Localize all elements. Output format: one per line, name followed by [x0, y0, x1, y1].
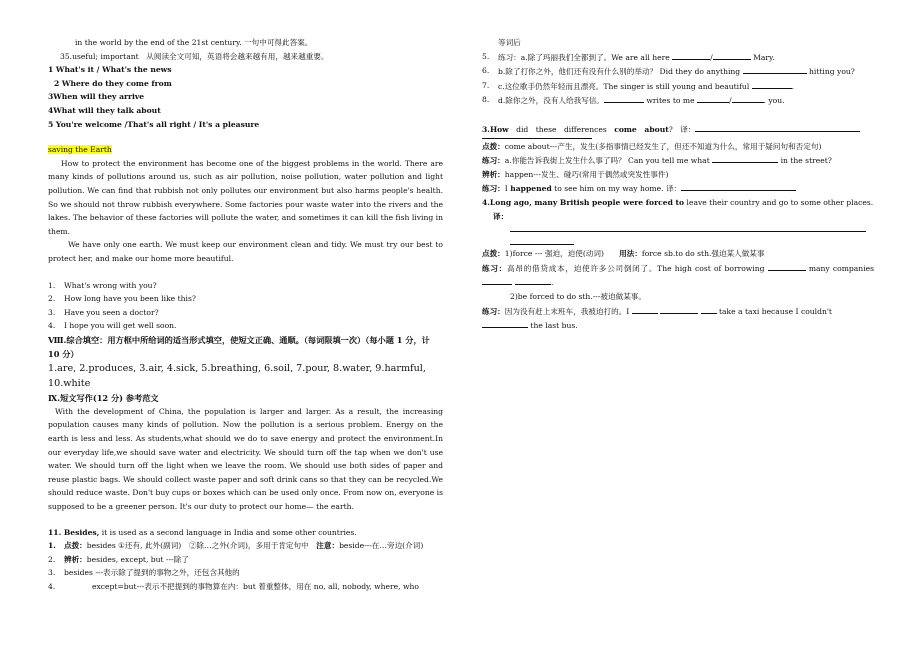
blank-line — [482, 275, 512, 285]
blank-line — [712, 153, 778, 163]
answer-5: 5 You're welcome /That's all right / It's a pleasure — [48, 119, 260, 129]
note-item: 1. 点拨：besides ①还有, 此外(副词) ②除…之外(介词)，多用于肯定句中 注意：beside---在…旁边(介词) — [48, 541, 424, 551]
note-item: 4. except=but---表示不把提到的事物算在内：but 着重整体，用在 no, all, nobody, where, who — [48, 582, 419, 591]
passage-paragraph-1: How to protect the environment has become one of the biggest problems in the world. There are many kinds of pollutions around us, such as air pollution, noise pollution, water pollution and light pollution. We can find that rubbish not only pollutes our environment but also harms people's health. So we should not throw rubbish everywhere. Some factories pour waste water into the rivers and the lakes. The behavior of these factories will pollute the water, and sometimes it can kill the fish living in them. — [48, 158, 443, 236]
note-item: 2. 辨析：besides, except, but ---除了 — [48, 554, 189, 564]
blank-line — [632, 304, 658, 314]
blank-line — [713, 50, 751, 60]
blank-line — [681, 181, 796, 191]
blank-line — [768, 261, 806, 271]
question-3: 3.How did these differences come about? 译： — [482, 122, 874, 137]
question-item: 4. I hope you will get well soon. — [48, 321, 177, 331]
blank-line — [660, 304, 698, 314]
blank-line — [482, 138, 592, 139]
continued-text: 等词后 — [498, 38, 521, 47]
practice-item: 8. d.除你之外，没有人给我写信。 writes to me / . you. — [482, 95, 785, 106]
answer-4: 4What will they talk about — [48, 105, 161, 115]
answer-3: 3When will they arrive — [48, 92, 145, 102]
left-column — [48, 0, 443, 594]
blank-line — [672, 50, 710, 60]
tip-be-forced: 2)be forced to do sth.---被迫做某事。 — [510, 291, 646, 301]
model-essay: With the development of China, the population is larger and larger. As a result, the increasing population causes many kinds of pollution. Now the pollution is a serious problem. Energy on the earth is less and less. As students,what should we do to save energy and protect the environment.In our everyday life,we should save water and electricity. We should turn off the tap when we don't use water. We should turn off the light when we leave the room. We should use both sides of paper and reuse plastic bags. We should collect waste paper and soft drink cans so that they can be recycled.We should reduce waste. Don't buy cups or boxes which can be used only once. From now on, everyone is supposed to be a greener person. It's our duty to protect our home— the earth. — [48, 406, 443, 512]
right-column — [482, 0, 874, 333]
question-item: 2. How long have you been like this? — [48, 294, 196, 304]
exercise-taxi-end: the last bus. — [482, 318, 874, 333]
blank-line — [695, 122, 860, 132]
practice-item: 5. 练习：a.除了玛丽我们全都到了。We are all here / Mary. — [482, 51, 775, 62]
question-list — [48, 279, 443, 333]
section-8-answers: 1.are, 2.produces, 3.air, 4.sick, 5.breathing, 6.soil, 7.pour, 8.water, 9.harmful, 10.white — [48, 362, 426, 389]
blank-line — [482, 318, 528, 328]
blank-line — [701, 304, 717, 314]
exercise-happened: 练习：I happened to see him on my way home. 译： — [482, 181, 874, 196]
practice-item: 7. c.这位歌手仍然年轻而且漂亮。The singer is still young and beautiful . — [482, 80, 795, 91]
tip-come-about: 点拨：come about---产生，发生(多指事情已经发生了，但还不知道为什么，常用于疑问句和否定句) — [482, 141, 822, 151]
exercise-a: 练习：a.你能告诉我街上发生什么事了吗？ Can you tell me what in the street? — [482, 153, 874, 168]
blank-line — [510, 231, 866, 232]
blank-line — [604, 93, 644, 103]
passage-paragraph-2: We have only one earth. We must keep our environment clean and tidy. We must try our best to protect her, and make our home more beautiful. — [48, 240, 443, 263]
intro-line-1: in the world by the end of the 21st century. 一句中可得此答案。 — [75, 38, 313, 47]
blank-line — [732, 93, 764, 103]
analysis-happen: 辨析：happen---发生、碰巧(常用于偶然或突发性事件) — [482, 169, 669, 179]
notes-list — [48, 539, 443, 593]
exercise-taxi: 练习：因为没有赶上末班车，我被迫打的。I take a taxi because I couldn't — [482, 304, 874, 319]
passage-title: saving the Earth — [48, 145, 112, 155]
exercise-force: 练习：高昂的借贷成本，迫使许多公司倒闭了。The high cost of borrowing many companies . — [482, 261, 874, 290]
tip-force: 点拨：1)force --- 强迫，迫使(动词) 用法：force sb.to do sth.强迫某人做某事 — [482, 249, 765, 259]
section-8-title: Ⅷ.综合填空：用方框中所给词的适当形式填空，使短文正确、通顺。（每词限填一次）（每小题 1 分，计 10 分） — [48, 334, 430, 359]
practice-item: 6. b.除了打你之外，他们还有没有什么别的举动？ Did they do anything hitting you? — [482, 66, 855, 77]
translate-label: 译： — [493, 211, 509, 221]
answer-1: 1 What's it / What's the news — [48, 65, 172, 75]
section-9-title: Ⅸ.短文写作(12 分) 参考范文 — [48, 392, 159, 403]
note-item: 3. besides ---表示除了提到的事物之外，还包含其他的 — [48, 568, 240, 578]
question-item: 1. What's wrong with you? — [48, 280, 157, 290]
answer-2: 2 Where do they come from — [54, 78, 172, 88]
blank-line — [510, 244, 574, 245]
question-4: 4.Long ago, many British people were forced to leave their country and go to some other places. — [482, 197, 874, 207]
blank-line — [743, 64, 807, 74]
intro-line-2: 35.useful; important 从阅读全文可知，英语将会越来越有用，越来越重要。 — [60, 51, 329, 61]
question-item: 3. Have you seen a doctor? — [48, 307, 159, 317]
blank-line — [697, 93, 729, 103]
blank-line — [752, 79, 792, 89]
blank-line — [515, 275, 551, 285]
item-11: 11. Besides, it is used as a second language in India and some other countries. — [48, 527, 357, 537]
